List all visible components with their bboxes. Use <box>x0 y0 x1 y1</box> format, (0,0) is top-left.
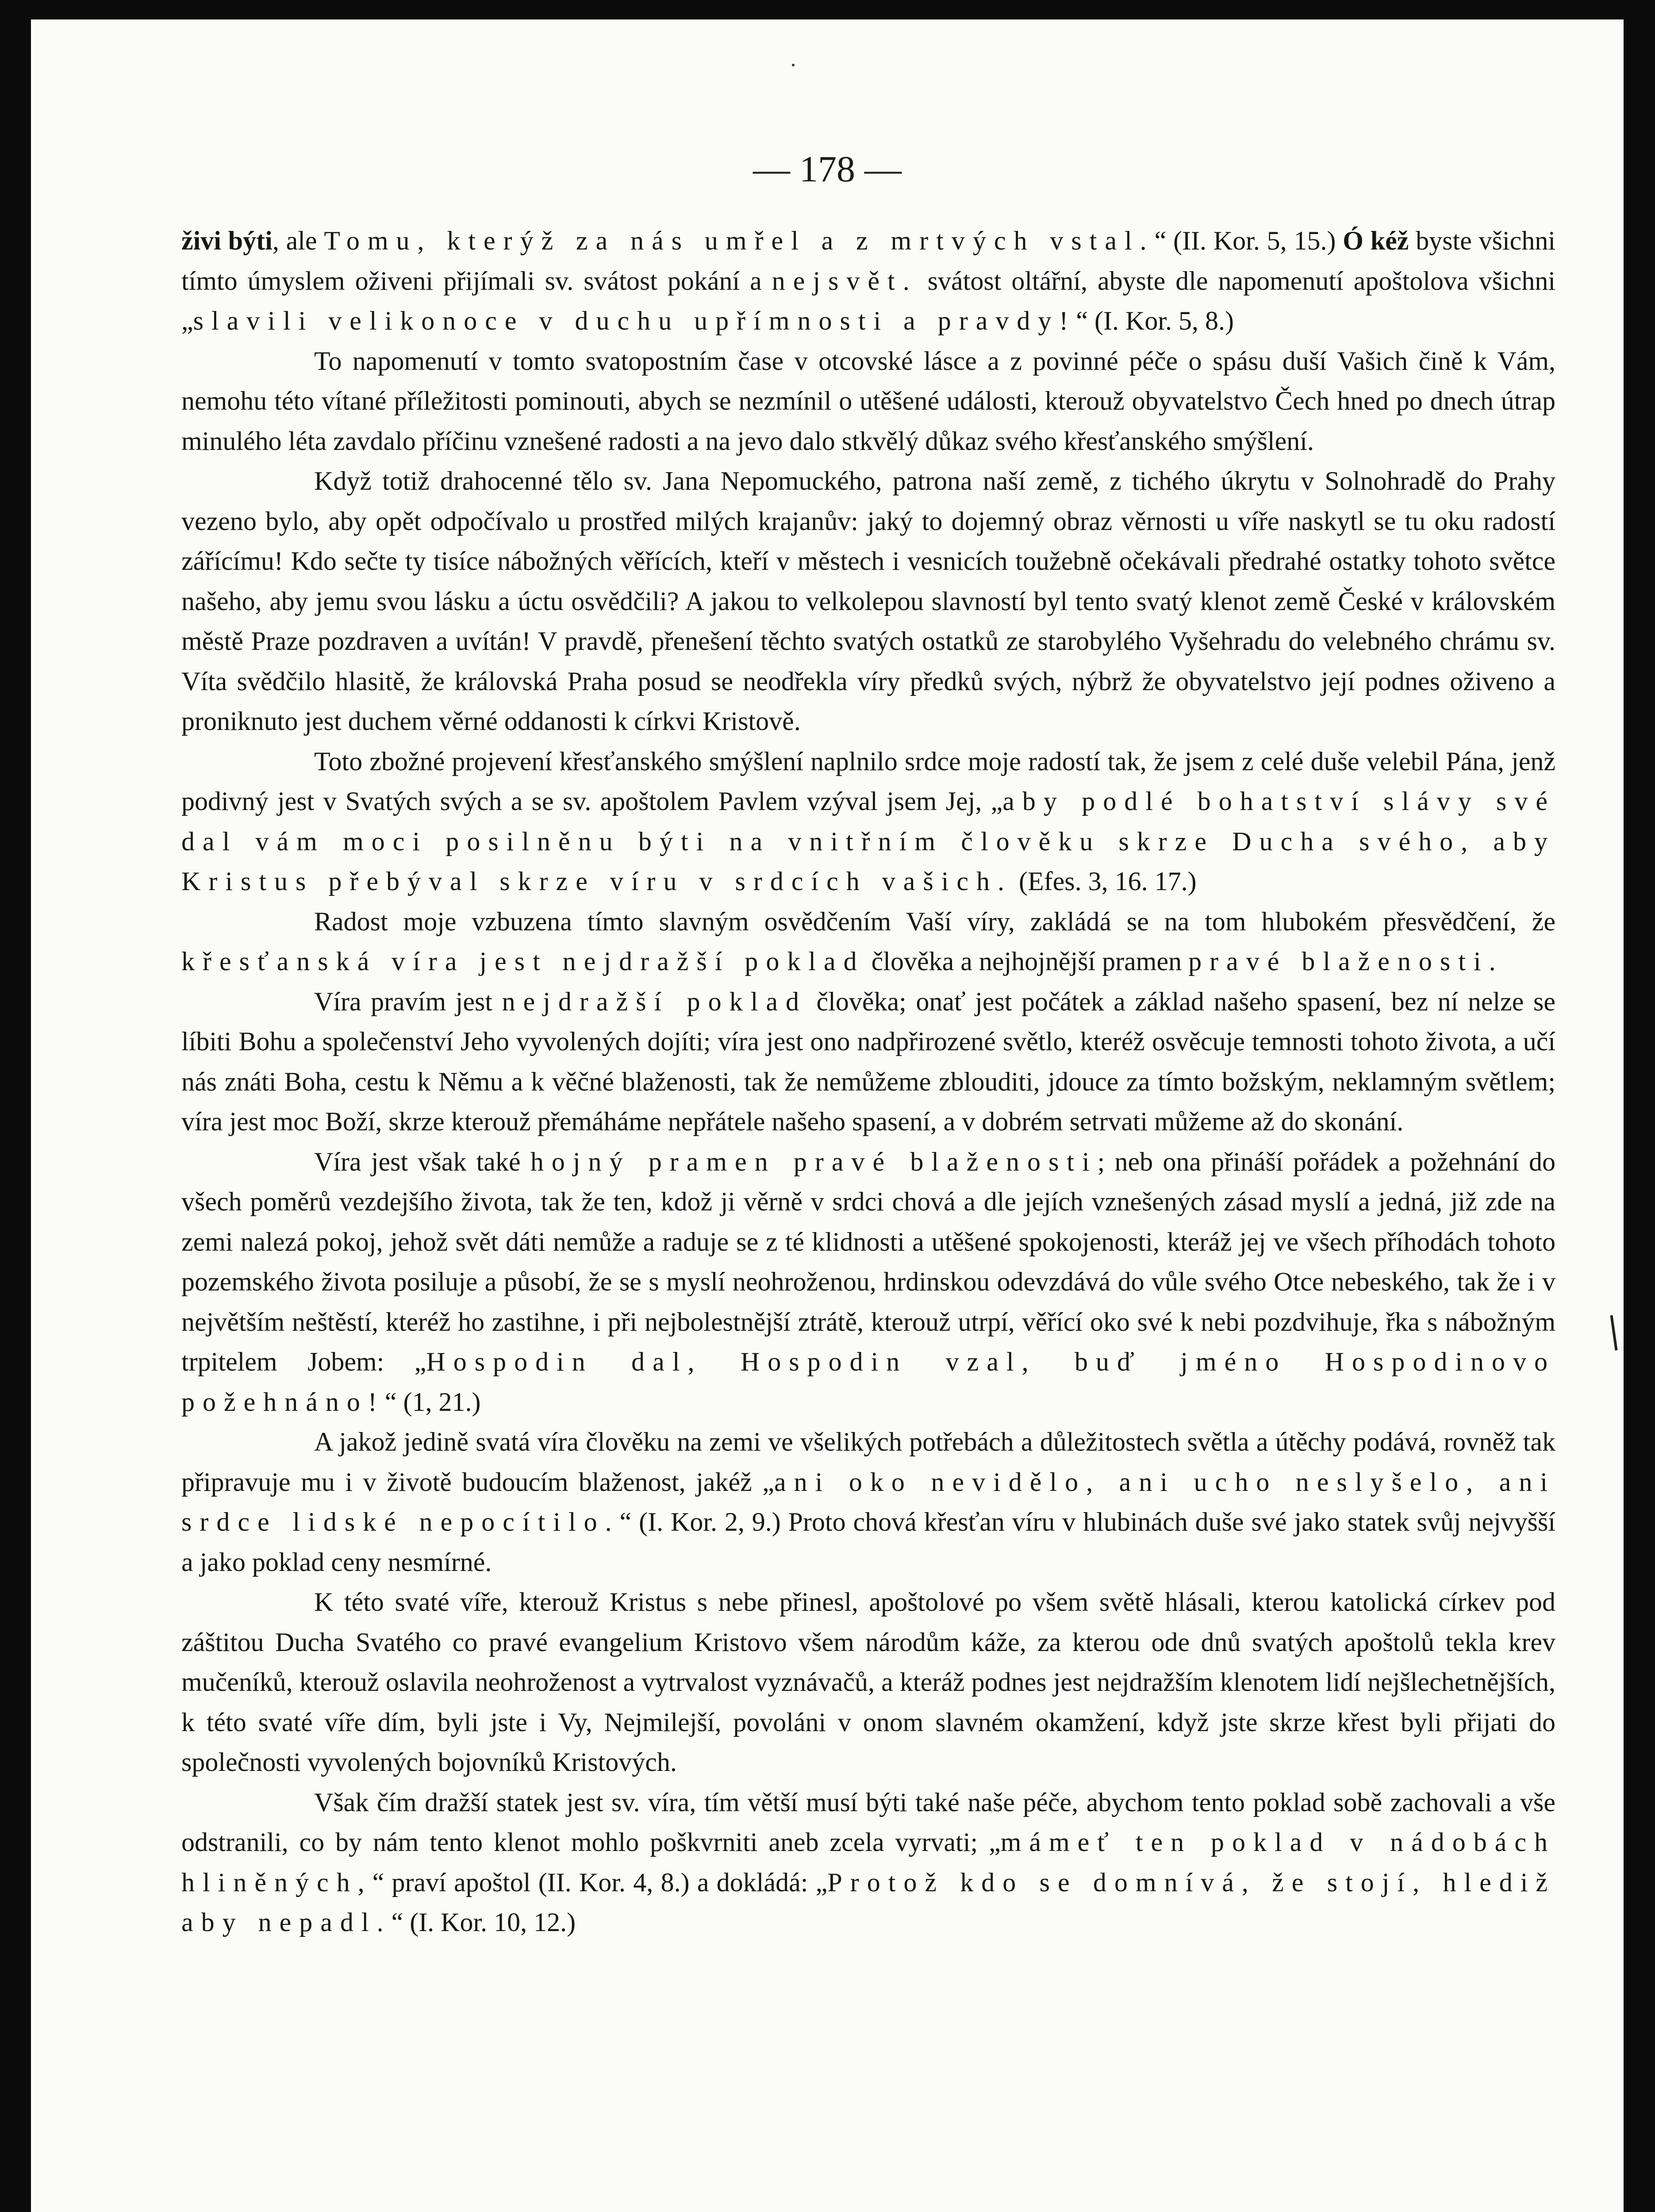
ink-speck <box>792 64 795 66</box>
paragraph-8: A jakož jedině svatá víra člověku na zemi ve všelikých potřebách a důležitostech světla a útěchy podává, rovněž tak připravuje mu i v životě budoucím blaženost, jakéž „ani oko nevidělo, ani ucho neslyšelo, ani srdce lidské nepocítilo.“ (I. Kor. 2, 9.) Proto chová křesťan víru v hlubinách duše své jako statek svůj nejvyšší a jako poklad ceny nesmírné. <box>181 1427 1555 1577</box>
paragraph-4: Toto zbožné projevení křesťanského smýšlení naplnilo srdce moje radostí tak, že jsem z celé duše velebil Pána, jenž podivný jest v Svatých svých a se sv. apoštolem Pavlem vzýval jsem Jej, „aby podlé bohatství slávy své dal vám moci posilněnu býti na vnitřním člověku skrze Ducha svého, aby Kristus přebýval skrze víru v srdcích vašich. (Efes. 3, 16. 17.) <box>181 746 1555 896</box>
body-text <box>181 221 1555 1943</box>
paragraph-9: K této svaté víře, kterouž Kristus s nebe přinesl, apoštolové po všem světě hlásali, kterou katolická církev pod záštitou Ducha Svatého co pravé evangelium Kristovo všem národům káže, za kterou ode dnů svatých apoštolů tekla krev mučeníků, kterouž oslavila neohroženost a vytrvalost vyznávačů, a kteráž podnes jest nejdražším klenotem lidí nejšlechetnějších, k této svaté víře dím, byli jste i Vy, Nejmilejší, povoláni v onom slavném okamžení, když jste skrze křest byli přijati do společnosti vyvolených bojovníků Kristových. <box>181 1587 1555 1777</box>
paragraph-2: To napomenutí v tomto svatopostním čase v otcovské lásce a z povinné péče o spásu duší Vašich čině k Vám, nemohu této vítané příležitosti pominouti, abych se nezmínil o utěšené události, kterouž obyvatelstvo Čech hned po dnech útrap minulého léta zavdalo příčinu vznešené radosti a na jevo dalo stkvělý důkaz svého křesťanského smýšlení. <box>181 346 1555 456</box>
paragraph-1: živi býti, ale Tomu, kterýž za nás umřel a z mrtvých vstal.“ (II. Kor. 5, 15.) Ó kéž byste všichni tímto úmyslem oživeni přijímali sv. svátost pokání a nejsvět. svátost oltářní, abyste dle napomenutí apoštolova všichni „slavili velikonoce v duchu upřímnosti a pravdy!“ (I. Kor. 5, 8.) <box>181 226 1555 335</box>
book-page <box>31 19 1624 2212</box>
page-number: — 178 — <box>753 149 902 190</box>
paragraph-5: Radost moje vzbuzena tímto slavným osvědčením Vaší víry, zakládá se na tom hlubokém přesvědčení, že křesťanská víra jest nejdražší poklad člověka a nejhojnější pramen pravé blaženosti. <box>181 906 1555 976</box>
paragraph-3: Když totiž drahocenné tělo sv. Jana Nepomuckého, patrona naší země, z tichého úkrytu v Solnohradě do Prahy vezeno bylo, aby opět odpočívalo u prostřed milých krajanův: jaký to dojemný obraz věrnosti u víře naskytl se tu oku radostí zářícímu! Kdo sečte ty tisíce nábožných věřících, kteří v městech i vesnicích toužebně očekávali předrahé ostatky tohoto světce našeho, aby jemu svou lásku a úctu osvědčili? A jakou to velkolepou slavností byl tento svatý klenot země České v královském městě Praze pozdraven a uvítán! V pravdě, přenešení těchto svatých ostatků ze starobylého Vyšehradu do velebného chrámu sv. Víta svědčilo hlasitě, že královská Praha posud se neodřekla víry předků svých, nýbrž že obyvatelstvo její podnes oživeno a proniknuto jest duchem věrné oddanosti k církvi Kristově. <box>181 466 1555 736</box>
paragraph-10: Však čím dražší statek jest sv. víra, tím větší musí býti také naše péče, abychom tento poklad sobě zachovali a vše odstranili, co by nám tento klenot mohlo poškvrniti aneb zcela vyrvati; „mámeť ten poklad v nádobách hliněných,“ praví apoštol (II. Kor. 4, 8.) a dokládá: „Protož kdo se domnívá, že stojí, hlediž aby nepadl.“ (I. Kor. 10, 12.) <box>181 1787 1555 1937</box>
margin-mark <box>1610 1314 1622 1350</box>
paragraph-7: Víra jest však také hojný pramen pravé blaženosti; neb ona přináší pořádek a požehnání do všech poměrů vezdejšího života, tak že ten, kdož ji věrně v srdci chová a dle jejích vznešených zásad myslí a jedná, již zde na zemi nalezá pokoj, jehož svět dáti nemůže a raduje se z té klidnosti a utěšené spokojenosti, kteráž jej ve všech příhodách tohoto pozemského života posiluje a působí, že se s myslí neohroženou, hrdinskou odevzdává do vůle svého Otce nebeského, tak že i v největším neštěstí, kteréž ho zastihne, i při nejbolestnější ztrátě, kterouž utrpí, věřící oko své k nebi pozdvihuje, řka s nábožným trpitelem Jobem: „Hospodin dal, Hospodin vzal, buď jméno Hospodinovo požehnáno!“ (1, 21.) <box>181 1147 1556 1417</box>
paragraph-6: Víra pravím jest nejdražší poklad člověka; onať jest počátek a základ našeho spasení, bez ní nelze se líbiti Bohu a společenství Jeho vyvolených dojíti; víra jest ono nadpřirozené světlo, kteréž osvěcuje temnosti tohoto života, a učí nás znáti Boha, cestu k Němu a k věčné blaženosti, tak že nemůžeme zblouditi, jdouce za tímto božským, neklamným světlem; víra jest moc Boží, skrze kterouž přemáháme nepřátele našeho spasení, a v dobrém setrvati můžeme až do skonání. <box>181 987 1555 1136</box>
